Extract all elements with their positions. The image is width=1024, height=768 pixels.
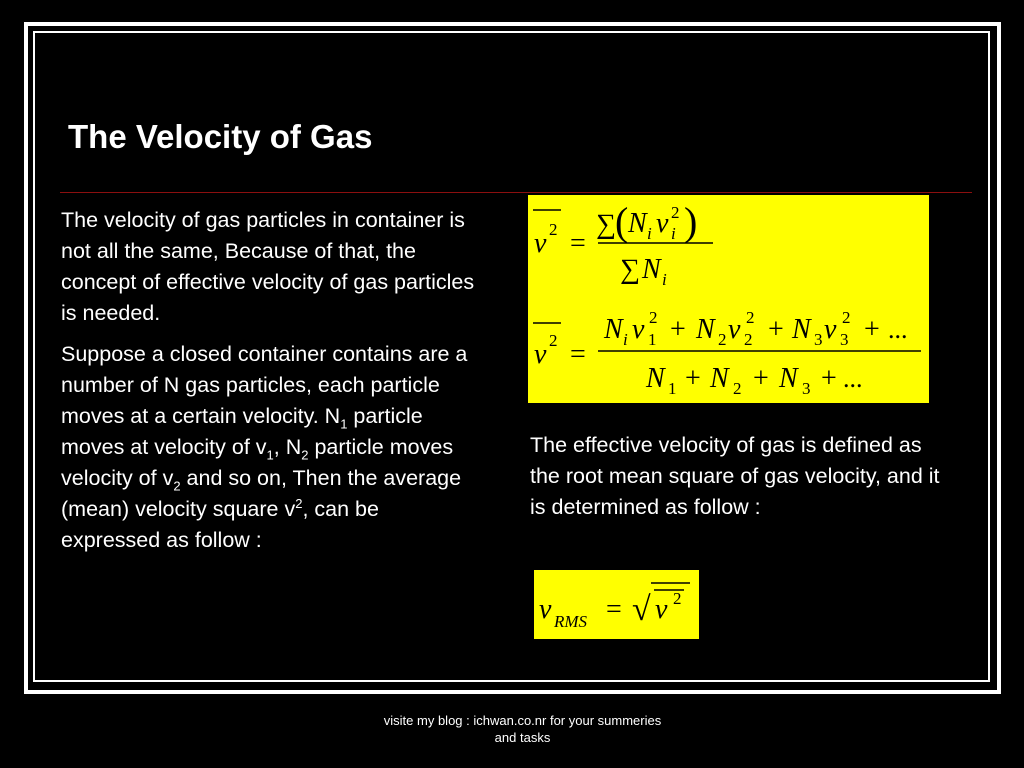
inner-v: v <box>655 594 668 625</box>
rms-v: v <box>539 594 552 625</box>
num-N: N <box>628 208 647 239</box>
term-exp: 2 <box>746 308 755 327</box>
lhs-exp: 2 <box>549 220 558 239</box>
term-sub: 3 <box>814 330 823 349</box>
rms-formula-box <box>534 570 699 639</box>
rms-formula <box>534 570 699 639</box>
term-exp: 2 <box>649 308 658 327</box>
term-N: N <box>604 314 623 345</box>
num-v: v <box>656 208 669 239</box>
slide-title: The Velocity of Gas <box>68 118 373 155</box>
plus-sign: + <box>685 363 701 394</box>
text-run: , can be expressed as follow : <box>61 497 379 552</box>
lhs-exp: 2 <box>549 331 558 350</box>
term-exp: 2 <box>842 308 851 327</box>
subscript: 1 <box>340 416 348 432</box>
rms-definition-text: The effective velocity of gas is defined as the root mean square of gas velocity, and it is determined as follow : <box>530 433 940 519</box>
term-v: v <box>824 314 837 345</box>
term-N: N <box>696 314 715 345</box>
paren-close: ) <box>684 199 698 244</box>
ellipsis: ... <box>888 315 908 344</box>
plus-sign: + <box>768 314 784 345</box>
text-run: and so on, Then the average (mean) velocity square v <box>61 466 462 521</box>
left-text-block <box>61 205 481 566</box>
plus-sign: + <box>753 363 769 394</box>
text-run: , N <box>273 435 302 459</box>
title-divider <box>60 192 972 193</box>
paragraph-intro: The velocity of gas particles in container is not all the same, Because of that, the concept of effective velocity of gas particles is needed. <box>61 208 475 325</box>
term-N: N <box>646 363 665 394</box>
paren-open: ( <box>615 199 629 244</box>
subscript: 1 <box>266 447 274 463</box>
footer-line: and tasks <box>494 730 551 745</box>
text-run: particle moves velocity of v <box>61 435 454 490</box>
term-sub: i <box>623 330 628 349</box>
paragraph-setup <box>61 339 481 556</box>
term-N: N <box>779 363 798 394</box>
text-run: particle moves at velocity of v <box>61 404 423 459</box>
inner-exp: 2 <box>673 589 682 608</box>
mean-square-formula <box>528 195 929 403</box>
term-sub: 2 <box>733 379 742 398</box>
den-i: i <box>662 270 667 289</box>
footer-line: visite my blog : ichwan.co.nr for your summeries <box>383 713 662 728</box>
term-N: N <box>710 363 729 394</box>
mean-square-formula-box <box>528 195 929 403</box>
term-sub: 3 <box>840 330 849 349</box>
plus-sign: + <box>821 363 837 394</box>
num-v-exp: 2 <box>671 203 680 222</box>
equals-sign: = <box>606 594 622 625</box>
term-sub: 1 <box>668 379 677 398</box>
footer-note <box>360 712 685 746</box>
term-sub: 3 <box>802 379 811 398</box>
rms-subscript: RMS <box>554 612 588 631</box>
subscript: 2 <box>173 478 181 494</box>
subscript: 2 <box>301 447 309 463</box>
term-v: v <box>632 314 645 345</box>
num-vi: i <box>671 224 676 243</box>
sigma-icon: ∑ <box>596 209 616 240</box>
term-sub: 1 <box>648 330 657 349</box>
sigma-icon: ∑ <box>620 254 640 285</box>
lhs-v: v <box>534 339 547 370</box>
lhs-v: v <box>534 228 547 259</box>
ellipsis: ... <box>843 364 863 393</box>
superscript: 2 <box>295 495 303 511</box>
num-i: i <box>647 224 652 243</box>
term-sub: 2 <box>744 330 753 349</box>
plus-sign: + <box>670 314 686 345</box>
den-N: N <box>642 254 661 285</box>
equals-sign: = <box>570 228 586 259</box>
sqrt-icon: √ <box>632 591 651 628</box>
term-N: N <box>792 314 811 345</box>
term-v: v <box>728 314 741 345</box>
text-run: Suppose a closed container contains are a number of N gas particles, each particle moves at a certain velocity. N <box>61 342 468 428</box>
equals-sign: = <box>570 339 586 370</box>
term-sub: 2 <box>718 330 727 349</box>
plus-sign: + <box>864 314 880 345</box>
